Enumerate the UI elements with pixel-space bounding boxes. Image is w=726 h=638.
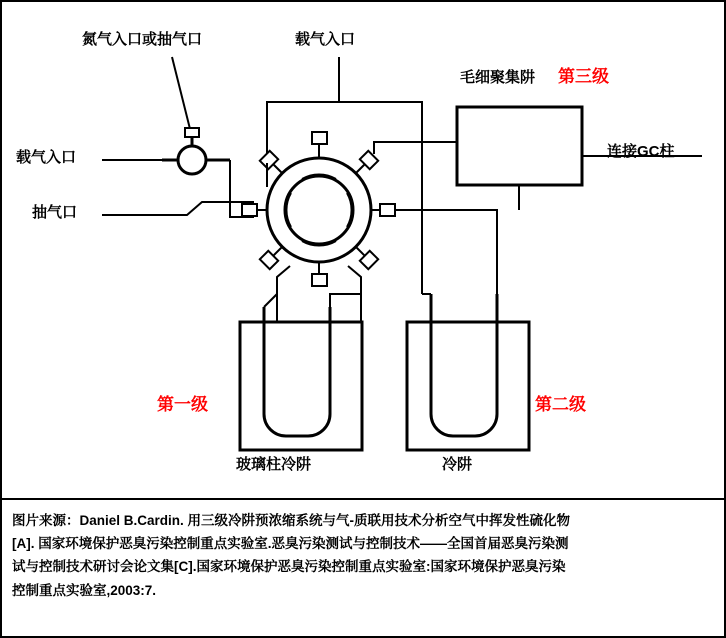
label-cold-trap: 冷阱 [442, 456, 473, 473]
pipe-top-left-branch [267, 102, 339, 187]
pipe-top-right-branch [339, 102, 422, 207]
caption-line: 控制重点实验室,2003:7. [12, 582, 157, 598]
label-stage-three: 第三级 [558, 67, 609, 86]
label-stage-two: 第二级 [535, 395, 586, 414]
label-glass-cold-trap: 玻璃柱冷阱 [236, 456, 312, 473]
pipe-rotary-upper-right [374, 142, 457, 154]
three-way-valve [178, 146, 206, 174]
label-nitrogen-inlet: 氮气入口或抽气口 [82, 31, 203, 48]
label-carrier-gas-inlet-left: 载气入口 [16, 149, 77, 166]
caption-line: [A]. 国家环境保护恶臭污染控制重点实验室.恶臭污染测试与控制技术——全国首届恶臭污染测 [12, 536, 569, 552]
label-capillary-trap: 毛细聚集阱 [460, 69, 536, 86]
pipe-pump-outlet [102, 202, 254, 215]
label-stage-one: 第一级 [157, 395, 208, 414]
capillary-trap-box [457, 107, 582, 185]
label-pump-outlet: 抽气口 [32, 204, 78, 221]
caption-line: 图片来源：Daniel B.Cardin. 用三级冷阱预浓缩系统与气-质联用技术分析空气中挥发性硫化物 [12, 513, 571, 528]
dewar-box-two [407, 322, 529, 450]
leader-nitrogen-inlet [172, 57, 192, 137]
valve-top-port [185, 128, 199, 137]
dewar-box-one [240, 322, 362, 450]
label-carrier-gas-inlet-top: 载气入口 [295, 31, 356, 48]
pipe-trap-two-outlet [427, 210, 497, 294]
rotary-valve-ports [242, 132, 395, 286]
u-tube-one-right-join [330, 294, 361, 307]
figure-caption [0, 500, 726, 638]
u-tube-one [264, 332, 330, 436]
rotary-valve-inner-ring [285, 176, 353, 244]
u-tube-one-left-join [264, 294, 277, 307]
caption-line: 试与控制技术研讨会论文集[C].国家环境保护恶臭污染控制重点实验室:国家环境保护恶臭污染 [12, 559, 566, 575]
diagram-svg [2, 2, 724, 498]
label-gc-column: 连接GC柱 [607, 143, 675, 160]
u-tube-two [431, 294, 497, 436]
pipe-to-trap-one-left [277, 266, 290, 322]
